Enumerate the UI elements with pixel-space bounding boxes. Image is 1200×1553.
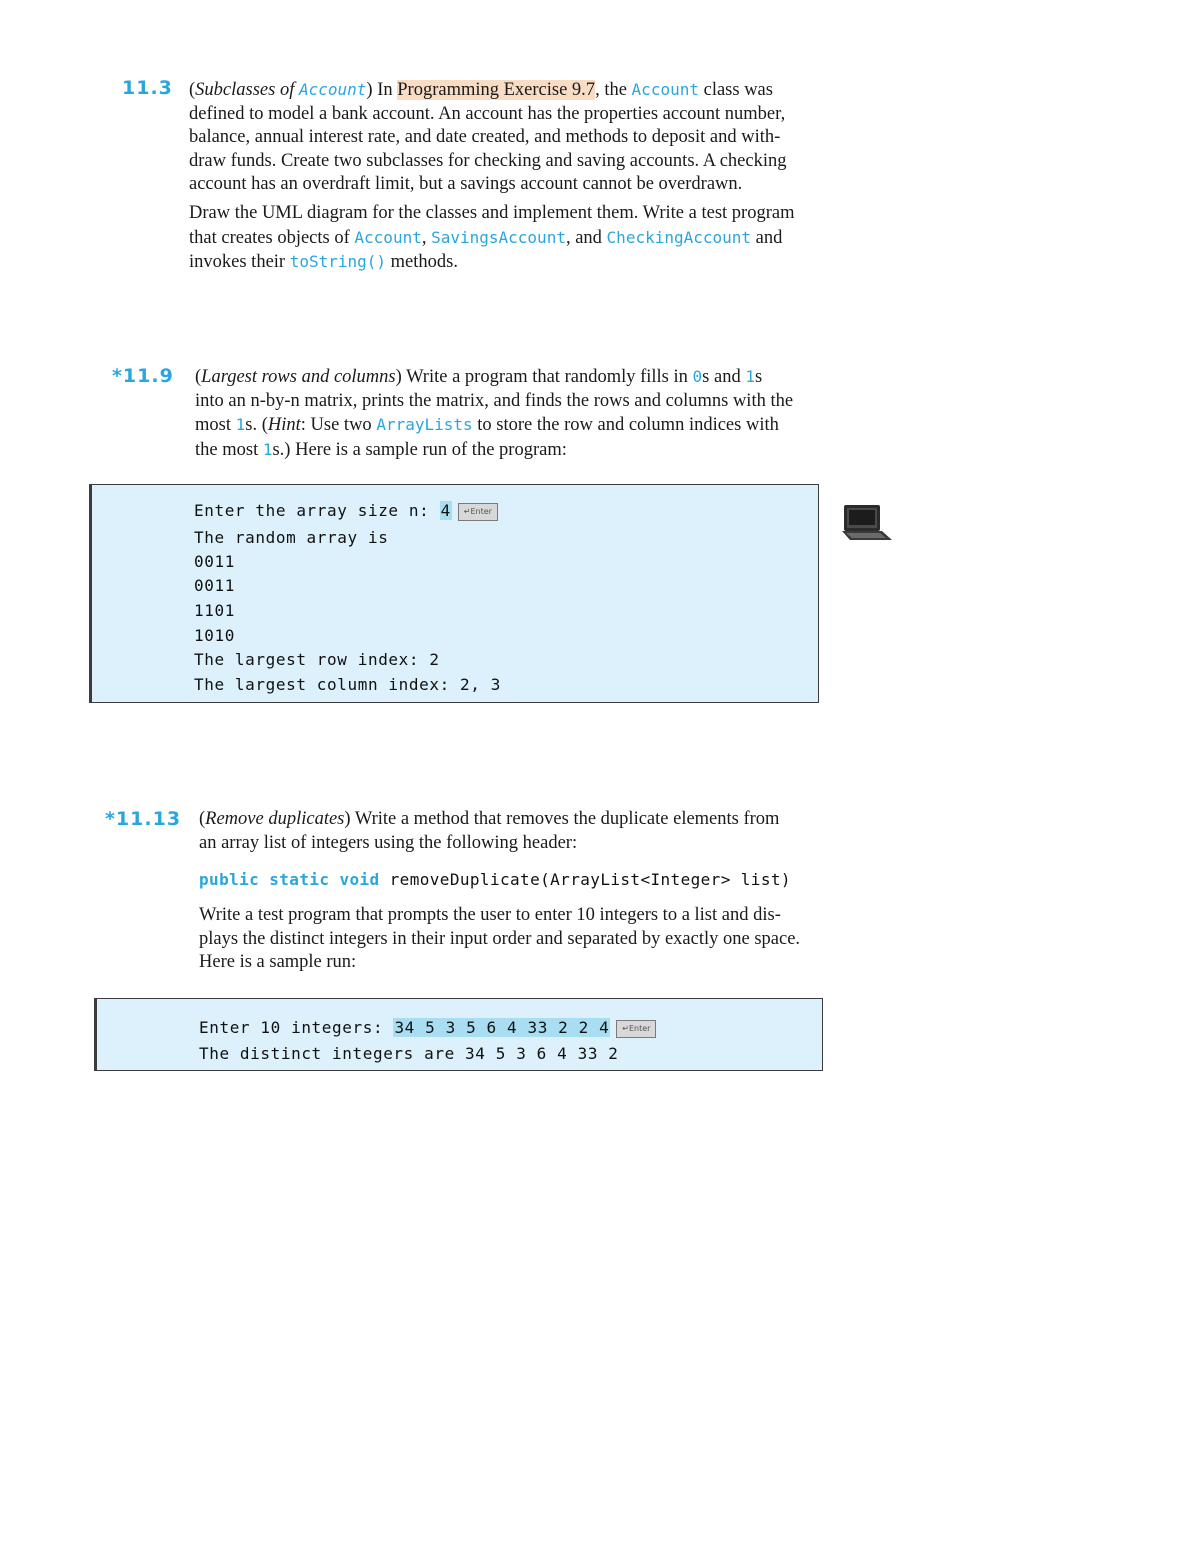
text: ,: [421, 227, 432, 248]
text: and: [751, 227, 783, 248]
text-line: an array list of integers using the following header:: [199, 832, 578, 853]
text: to store the row and column indices with: [472, 415, 779, 435]
method-header-code: [199, 870, 791, 889]
text: ) Write a program that randomly fills in: [395, 367, 693, 387]
exercise-11-3-task: [189, 202, 829, 275]
text-line: [189, 78, 829, 103]
text: most: [195, 415, 236, 435]
console-output-line: The random array is: [194, 528, 389, 547]
exercise-title: Remove duplicates: [205, 809, 345, 829]
code-ref: 0: [692, 367, 703, 386]
console-prompt-line: [199, 1018, 656, 1038]
text: methods.: [386, 252, 458, 272]
text-line: [189, 250, 829, 275]
text-line: defined to model a bank account. An account has the properties account number,: [189, 103, 786, 124]
text: : Use two: [300, 415, 377, 435]
cross-reference-link[interactable]: Programming Exercise 9.7: [397, 80, 596, 100]
text-line: draw funds. Create two subclasses for checking and saving accounts. A checking: [189, 150, 787, 171]
code-keyword: public static void: [199, 870, 380, 889]
console-output-line: 0011: [194, 576, 235, 595]
text: class was: [698, 80, 773, 100]
text: , the: [595, 80, 632, 100]
exercise-number: *11.9: [112, 365, 174, 387]
code-ref: 1: [745, 367, 755, 386]
code-ref: CheckingAccount: [606, 227, 752, 247]
text-line: balance, annual interest rate, and date created, and methods to deposit and with-: [189, 127, 781, 147]
text: invokes their: [189, 252, 290, 272]
text-line: Draw the UML diagram for the classes and implement them. Write a test program: [189, 203, 795, 223]
text-line: [195, 365, 835, 390]
text-line: [199, 808, 839, 832]
console-output-line: 0011: [194, 552, 235, 571]
text-line: [195, 413, 835, 438]
text: (: [195, 367, 202, 387]
text: the most: [195, 439, 263, 460]
text: ) Write a method that removes the duplicate elements from: [344, 809, 780, 829]
text: s: [754, 367, 763, 387]
exercise-11-3-description: [189, 78, 829, 197]
code-ref: 1: [262, 439, 273, 459]
exercise-11-13-task: [199, 904, 839, 975]
text: ) In: [366, 80, 398, 100]
text-line: account has an overdraft limit, but a savings account cannot be overdrawn.: [189, 174, 743, 194]
prompt-text: Enter the array size n:: [194, 501, 440, 520]
text-line: into an n-by-n matrix, prints the matrix, and finds the rows and columns with the: [195, 390, 794, 411]
text: (: [189, 80, 196, 100]
laptop-icon: [840, 502, 892, 544]
text: , and: [565, 227, 607, 248]
enter-key-icon: ↵Enter: [616, 1020, 656, 1038]
code-ref: 1: [235, 415, 246, 434]
text: s. (: [245, 415, 268, 435]
text: that creates objects of: [189, 227, 355, 248]
text: (: [199, 809, 206, 829]
code-ref: Account: [354, 227, 422, 247]
text-line: Write a test program that prompts the user to enter 10 integers to a list and dis-: [199, 905, 781, 925]
text-line: [189, 226, 829, 251]
code-ref: Account: [298, 80, 367, 99]
exercise-11-13-description: [199, 808, 839, 855]
code-ref: Account: [631, 80, 699, 99]
exercise-title: Largest rows and columns: [201, 367, 396, 387]
code-ref: SavingsAccount: [431, 227, 566, 247]
text: s.) Here is a sample run of the program:: [272, 439, 567, 460]
sample-run-console: [89, 484, 819, 703]
enter-key-icon: ↵Enter: [458, 503, 498, 521]
code-ref: toString(): [289, 252, 387, 271]
user-input: 4: [440, 501, 451, 520]
text-line: Here is a sample run:: [199, 952, 357, 972]
code-ref: ArrayLists: [376, 415, 473, 434]
code-signature: removeDuplicate(ArrayList<Integer> list): [379, 870, 791, 889]
console-output-line: The distinct integers are 34 5 3 6 4 33 2: [199, 1044, 619, 1063]
text-line: plays the distinct integers in their input order and separated by exactly one space.: [199, 928, 801, 949]
sample-run-console: [94, 998, 823, 1071]
hint-label: Hint: [267, 415, 301, 435]
exercise-title: Subclasses of: [195, 80, 299, 100]
console-output-line: The largest column index: 2, 3: [194, 675, 501, 694]
console-output-line: 1010: [194, 626, 235, 645]
console-output-line: 1101: [194, 601, 235, 620]
exercise-number: *11.13: [105, 808, 182, 830]
prompt-text: Enter 10 integers:: [199, 1018, 394, 1037]
exercise-11-9-description: [195, 365, 835, 462]
console-output-line: The largest row index: 2: [194, 650, 440, 669]
exercise-number: 11.3: [122, 77, 173, 99]
console-prompt-line: [194, 501, 498, 521]
text-line: [195, 438, 835, 463]
user-input: 34 5 3 5 6 4 33 2 2 4: [394, 1018, 610, 1037]
text: s and: [702, 367, 746, 387]
